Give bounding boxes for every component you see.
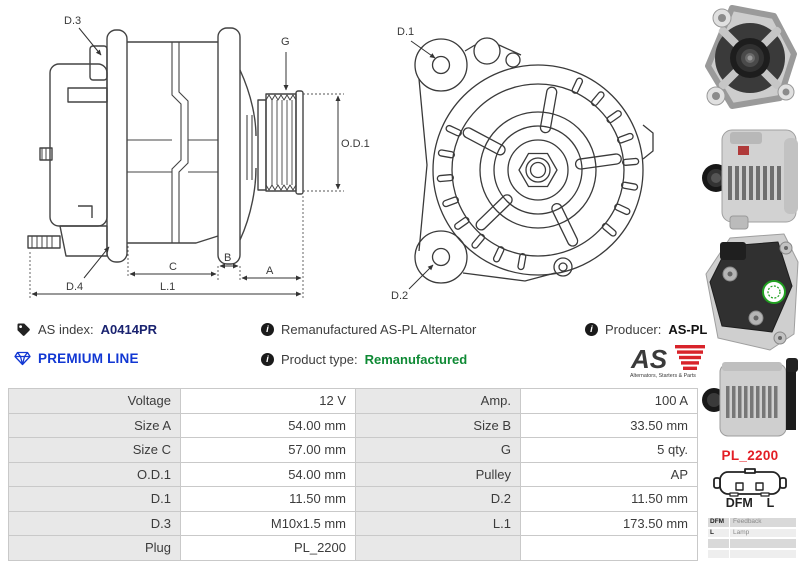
- product-type-label: Product type:: [281, 352, 358, 367]
- spec-label: D.1: [9, 487, 181, 512]
- plug-code-label: PL_2200: [721, 448, 779, 463]
- pin-name: L: [708, 529, 729, 538]
- table-row: [9, 462, 698, 487]
- pin-row: [708, 539, 796, 548]
- pin-desc: [730, 550, 796, 559]
- pin-name: [708, 539, 729, 548]
- pin-row: [708, 529, 796, 538]
- spec-value: [521, 536, 698, 561]
- dim-label-od1: O.D.1: [341, 138, 370, 150]
- table-row: [9, 511, 698, 536]
- alternator-side-view-drawing: [0, 0, 370, 310]
- dim-label-g: G: [281, 36, 290, 48]
- premium-line-row: [14, 351, 139, 366]
- as-index-row: [16, 322, 157, 337]
- product-photo-side-left[interactable]: [700, 116, 800, 234]
- product-type-value: Remanufactured: [364, 352, 468, 367]
- spec-value: 12 V: [181, 389, 356, 414]
- producer-value: AS-PL: [668, 322, 708, 337]
- spec-label: Amp.: [356, 389, 521, 414]
- pin-row: [708, 518, 796, 527]
- spec-label: [356, 536, 521, 561]
- pin-row: [708, 550, 796, 559]
- tag-icon: [16, 322, 31, 337]
- spec-label: G: [356, 438, 521, 463]
- spec-label: Size A: [9, 413, 181, 438]
- spec-value: 11.50 mm: [521, 487, 698, 512]
- dim-label-d4: D.4: [66, 281, 84, 293]
- alternator-front-view-drawing: [375, 5, 675, 305]
- spec-label: D.3: [9, 511, 181, 536]
- plug-pins-label: [712, 496, 788, 510]
- premium-line-badge: PREMIUM LINE: [38, 351, 139, 366]
- as-index-value: A0414PR: [100, 322, 158, 337]
- spec-value: 11.50 mm: [181, 487, 356, 512]
- spec-value: 173.50 mm: [521, 511, 698, 536]
- dim-label-d1: D.1: [397, 26, 415, 38]
- pin-desc: Lamp: [730, 529, 796, 538]
- spec-value: PL_2200: [181, 536, 356, 561]
- dim-label-d2: D.2: [391, 290, 409, 302]
- as-index-label: AS index:: [38, 322, 94, 337]
- pin-label-l: L: [766, 496, 775, 510]
- pin-desc: [730, 539, 796, 548]
- spec-label: O.D.1: [9, 462, 181, 487]
- as-pl-logo: [617, 341, 709, 379]
- spec-label: D.2: [356, 487, 521, 512]
- info-icon: i: [585, 323, 598, 336]
- table-row: [9, 438, 698, 463]
- table-row: [9, 487, 698, 512]
- pin-label-dfm: DFM: [725, 496, 753, 510]
- pin-name: [708, 550, 729, 559]
- producer-label: Producer:: [605, 322, 662, 337]
- dim-label-l1: L.1: [160, 281, 176, 293]
- spec-value: 57.00 mm: [181, 438, 356, 463]
- info-icon: i: [261, 353, 274, 366]
- as-pl-logo-subtext: Alternators, Starters & Parts: [630, 373, 696, 379]
- table-row: [9, 413, 698, 438]
- as-pl-logo-text: AS: [631, 344, 668, 374]
- pin-description-table: [708, 518, 796, 560]
- producer-row: [585, 322, 707, 337]
- table-row: [9, 389, 698, 414]
- spec-label: Size B: [356, 413, 521, 438]
- plug-connector-drawing: [712, 468, 788, 498]
- dim-label-c: C: [169, 261, 177, 273]
- spec-label: Pulley: [356, 462, 521, 487]
- spec-label: Voltage: [9, 389, 181, 414]
- spec-table: [8, 388, 698, 561]
- spec-label: Size C: [9, 438, 181, 463]
- product-type-row: [261, 352, 467, 367]
- spec-value: AP: [521, 462, 698, 487]
- spec-value: M10x1.5 mm: [181, 511, 356, 536]
- dim-label-a: A: [266, 265, 274, 277]
- product-photo-rear[interactable]: [700, 226, 800, 356]
- spec-value: 33.50 mm: [521, 413, 698, 438]
- dim-label-d3: D.3: [64, 15, 82, 27]
- info-icon: i: [261, 323, 274, 336]
- pin-name: DFM: [708, 518, 729, 527]
- spec-value: 100 A: [521, 389, 698, 414]
- spec-label: Plug: [9, 536, 181, 561]
- spec-value: 54.00 mm: [181, 462, 356, 487]
- product-photo-side-right[interactable]: [702, 356, 798, 444]
- spec-label: L.1: [356, 511, 521, 536]
- product-photo-front[interactable]: [702, 2, 798, 114]
- product-description: Remanufactured AS-PL Alternator: [281, 322, 477, 337]
- diamond-icon: [14, 351, 31, 366]
- spec-value: 5 qty.: [521, 438, 698, 463]
- spec-value: 54.00 mm: [181, 413, 356, 438]
- description-row: [261, 322, 476, 337]
- pin-desc: Feedback: [730, 518, 796, 527]
- dim-label-b: B: [224, 252, 232, 264]
- table-row: [9, 536, 698, 561]
